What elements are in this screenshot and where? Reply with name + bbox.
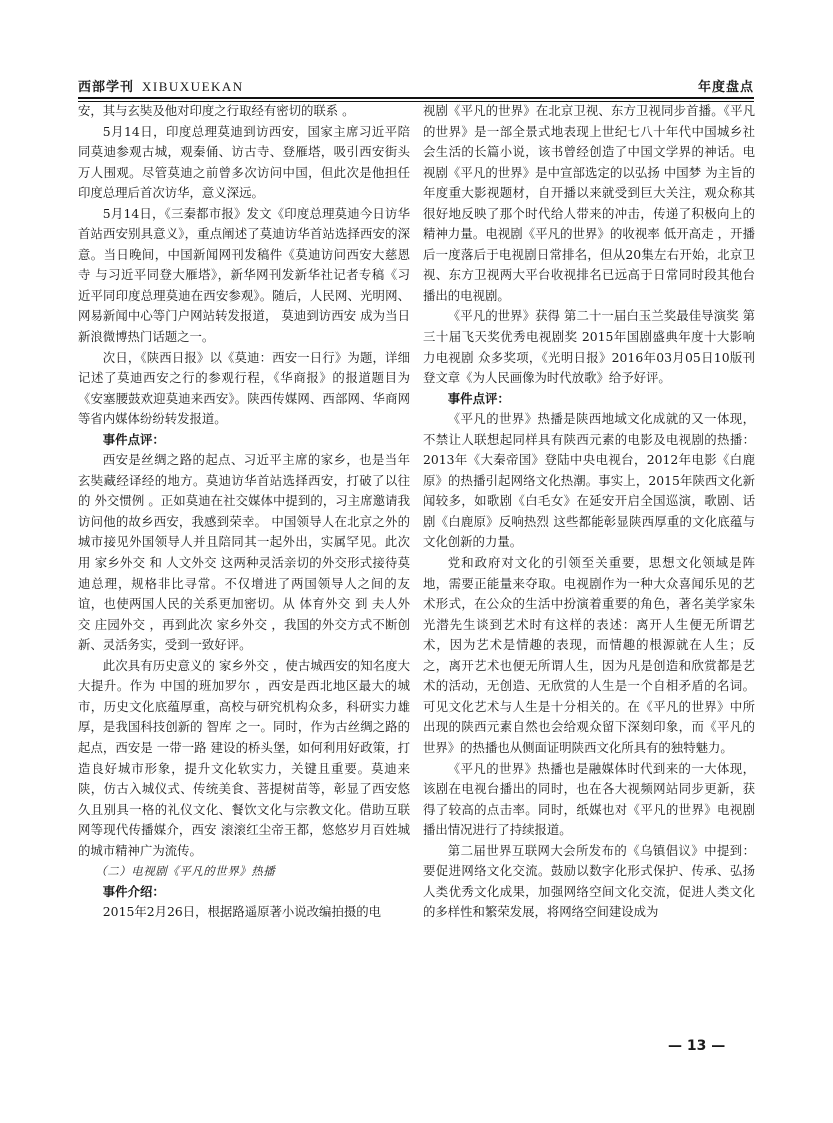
journal-name	[78, 76, 244, 95]
subheading: 事件点评：	[447, 390, 510, 406]
journal-pinyin: XIBUXUEKAN	[142, 79, 244, 94]
paragraph: 党和政府对文化的引领至关重要，思想文化领域是阵地，需要正能量来夺取。电视剧作为一种大众喜闻乐见的艺术形式，在公众的生活中扮演着重要的角色，著名美学家朱光潜先生谈到艺术时有这样的表述：离开人生便无所谓艺术，因为艺术是情趣的表现，而情趣的根源就在人生；反之，离开艺术也便无所谓人生，因为凡是创造和欣赏都是艺术的活动，无创造、无欣赏的人生是一个自相矛盾的名词。 可见文化艺术与人生是十分相关的。在《平凡的世界》中所出现的陕西元素自然也会给观众留下深刻印象，而《平凡的世界》的热播也从侧面证明陕西文化所具有的独特魅力。	[423, 555, 755, 755]
paragraph: 《平凡的世界》获得 第二十一届白玉兰奖最佳导演奖 第三十届飞天奖优秀电视剧奖 2015年国剧盛典年度十大影响力电视剧 众多奖项，《光明日报》2016年03月05日10版刊登文章《为人民画像为时代放歌》给予好评。	[423, 308, 755, 386]
section-title: 年度盘点	[697, 80, 754, 95]
paragraph: 《平凡的世界》热播也是融媒体时代到来的一大体现，该剧在电视台播出的同时，也在各大视频网站同步更新，获得了较高的点击率。同时，纸媒也对《平凡的世界》电视剧播出情况进行了持续报道。	[423, 760, 755, 838]
paragraph: 5月14日，《三秦都市报》发文《印度总理莫迪今日访华 首站西安别具意义》，重点阐述了莫迪访华首站选择西安的深意。当日晚间，中国新闻网刊发稿件《莫迪访问西安大慈恩寺 与习近平同登大雁塔》，新华网刊发新华社记者专稿《习近平同印度总理莫迪在西安参观》。随后，人民网、光明网、网易新闻中心等门户网站转发报道， 莫迪到访西安 成为当日新浪微博热门话题之一。	[78, 205, 410, 345]
left-column	[78, 101, 410, 923]
paragraph: 5月14日，印度总理莫迪到访西安，国家主席习近平陪同莫迪参观古城，观秦俑、访古寺、登雁塔，吸引西安街头万人围观。尽管莫迪之前曾多次访问中国，但此次是他担任印度总理后首次访华，意义深远。	[78, 123, 410, 201]
paragraph: 视剧《平凡的世界》在北京卫视、东方卫视同步首播。《平凡的世界》是一部全景式地表现上世纪七八十年代中国城乡社会生活的长篇小说，该书曾经创造了中国文学界的神话。电视剧《平凡的世界》是中宣部选定的以弘扬 中国梦 为主旨的年度重大影视题材，自开播以来就受到巨大关注，观众称其很好地反映了那个时代给人带来的冲击，传递了积极向上的精神力量。电视剧《平凡的世界》的收视率 低开高走 ，开播后一度落后于电视剧日常排名，但从20集左右开始，北京卫视、东方卫视两大平台收视排名已远高于日常同时段其他台播出的电视剧。	[423, 103, 755, 303]
paragraph: 第二届世界互联网大会所发布的《乌镇倡议》中提到：要促进网络文化交流。鼓励以数字化形式保护、传承、弘扬人类优秀文化成果，加强网络空间文化交流，促进人类文化的多样性和繁荣发展，将网络空间建设成为	[423, 842, 755, 920]
journal-title: 西部学刊	[78, 80, 135, 95]
subheading: 事件介绍：	[102, 883, 165, 899]
paragraph: 此次具有历史意义的 家乡外交 ，使古城西安的知名度大大提升。作为 中国的班加罗尔 ，西安是西北地区最大的城市，历史文化底蕴厚重，高校与研究机构众多，科研实力雄厚，是我国科技创新的 智库 之一。同时，作为古丝绸之路的起点，西安是 一带一路 建设的桥头堡，如何利用好政策，打造良好城市形象，提升文化软实力，关键且重要。莫迪来陕，仿古入城仪式、传统美食、菩提树苗等，彰显了西安悠久且别具一格的礼仪文化、餐饮文化与宗教文化。借助互联网等现代传播媒介，西安 滚滚红尘帝王都，悠悠岁月百姓城 的城市精神广为流传。	[78, 657, 410, 858]
paragraph: 2015年2月26日，根据路遥原著小说改编拍摄的电	[102, 904, 382, 920]
page-number: — 13 —	[668, 1038, 726, 1054]
right-column	[423, 101, 755, 923]
paragraph: 安，其与玄奘及他对印度之行取经有密切的联系 。	[78, 103, 355, 118]
paragraph: 《平凡的世界》热播是陕西地域文化成就的又一体现，不禁让人联想起同样具有陕西元素的电影及电视剧的热播：2013年《大秦帝国》登陆中央电视台，2012年电影《白鹿原》的热播引起网络文化热潮。事实上，2015年陕西文化新闻较多，如歌剧《白毛女》在延安开启全国巡演，歌剧、话剧《白鹿原》反响热烈 这些都能彰显陕西厚重的文化底蕴与文化创新的力量。	[423, 411, 755, 550]
running-header	[78, 74, 754, 96]
paragraph: 西安是丝绸之路的起点、习近平主席的家乡，也是当年玄奘藏经译经的地方。莫迪访华首站选择西安，打破了以往的 外交惯例 。正如莫迪在社交媒体中提到的，习主席邀请我访问他的故乡西安，我感到荣幸。 中国领导人在北京之外的城市接见外国领导人并且陪同其一起外出，实属罕见。此次用 家乡外交 和 人文外交 这两种灵活亲切的外交形式接待莫迪总理，规格非比寻常。不仅增进了两国领导人之间的友谊，也使两国人民的关系更加密切。从 体育外交 到 夫人外交 庄园外交 ，再到此次 家乡外交 ，我国的外交方式不断创新、灵活务实，受到一致好评。	[78, 452, 410, 653]
header-rule-thick	[78, 97, 754, 99]
paragraph: 次日，《陕西日报》以《莫迪：西安一日行》为题，详细记述了莫迪西安之行的参观行程，《华商报》的报道题目为《安塞腰鼓欢迎莫迪来西安》。陕西传媒网、西部网、华商网等省内媒体纷纷转发报道。	[78, 349, 410, 427]
section-heading: （二）电视剧《平凡的世界》热播	[95, 864, 276, 879]
subheading: 事件点评：	[102, 431, 165, 447]
